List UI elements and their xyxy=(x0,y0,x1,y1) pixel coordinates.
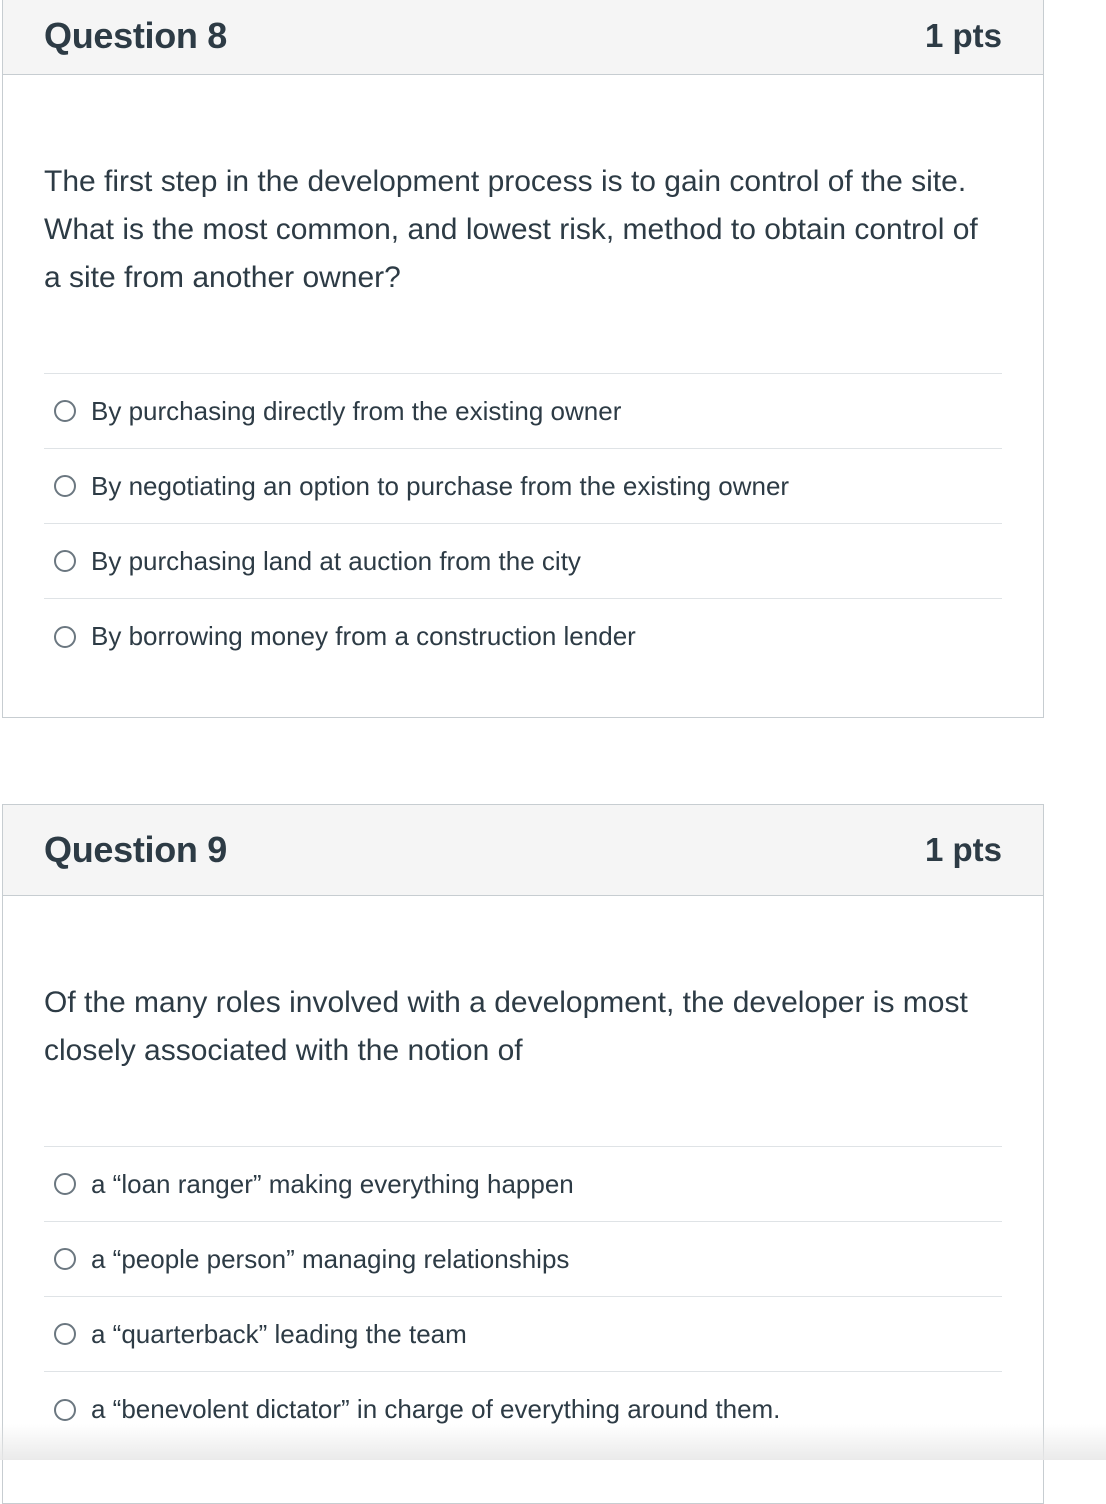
answer-label[interactable]: By borrowing money from a construction lender xyxy=(91,621,636,651)
radio-button[interactable] xyxy=(54,1173,76,1195)
answer-option[interactable] xyxy=(44,374,1002,449)
question-header xyxy=(3,805,1043,896)
answer-label[interactable]: By purchasing land at auction from the city xyxy=(91,545,581,576)
answer-label[interactable]: a “people person” managing relationships xyxy=(91,1243,570,1274)
question-9 xyxy=(2,804,1044,1504)
radio-button[interactable] xyxy=(54,1323,76,1345)
answer-option[interactable] xyxy=(44,1222,1002,1297)
answer-label[interactable]: a “quarterback” leading the team xyxy=(91,1318,467,1349)
question-points: 1 pts xyxy=(924,17,1002,54)
answer-option[interactable] xyxy=(44,599,1002,674)
question-header xyxy=(3,0,1043,75)
radio-button[interactable] xyxy=(54,1399,76,1421)
answer-list xyxy=(44,1146,1002,1447)
answer-label[interactable]: By purchasing directly from the existing owner xyxy=(91,395,622,426)
radio-button[interactable] xyxy=(54,550,76,572)
radio-button[interactable] xyxy=(54,626,76,648)
radio-button[interactable] xyxy=(54,400,76,422)
question-text: Of the many roles involved with a development, the developer is most closely associated with the notion of xyxy=(44,986,968,1067)
question-8 xyxy=(2,0,1044,718)
question-points: 1 pts xyxy=(924,831,1002,868)
answer-label[interactable]: a “loan ranger” making everything happen xyxy=(91,1168,574,1199)
question-title: Question 8 xyxy=(44,15,228,56)
radio-button[interactable] xyxy=(54,475,76,497)
question-text: The first step in the development process is to gain control of the site. What is the most common, and lowest risk, method to obtain control of a site from another owner? xyxy=(44,165,978,294)
answer-option[interactable] xyxy=(44,1147,1002,1222)
answer-option[interactable] xyxy=(44,449,1002,524)
radio-button[interactable] xyxy=(54,1248,76,1270)
question-title: Question 9 xyxy=(44,829,228,870)
answer-option[interactable] xyxy=(44,1297,1002,1372)
answer-label[interactable]: By negotiating an option to purchase from the existing owner xyxy=(91,470,790,501)
answer-label[interactable]: a “benevolent dictator” in charge of everything around them. xyxy=(91,1394,781,1424)
answer-list xyxy=(44,373,1002,674)
answer-option[interactable] xyxy=(44,524,1002,599)
answer-option[interactable] xyxy=(44,1372,1002,1447)
